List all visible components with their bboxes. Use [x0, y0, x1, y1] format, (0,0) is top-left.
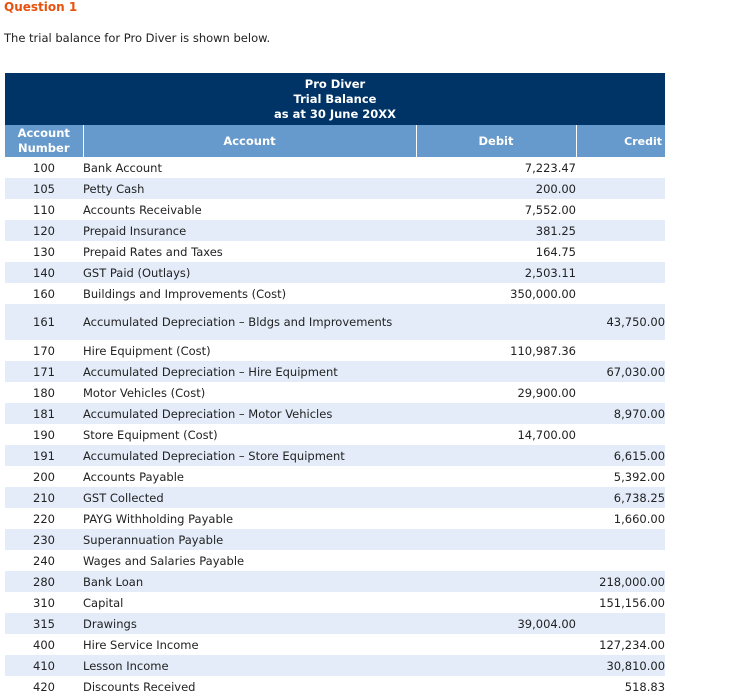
header-credit: Credit [576, 125, 665, 157]
table-row [5, 304, 665, 340]
table-row [5, 424, 665, 445]
account-number-cell: 400 [5, 634, 83, 655]
table-row [5, 466, 665, 487]
account-number-cell: 191 [5, 445, 83, 466]
account-number-cell: 315 [5, 613, 83, 634]
debit-cell [416, 529, 576, 550]
account-number-cell: 171 [5, 361, 83, 382]
credit-cell: 43,750.00 [576, 304, 665, 340]
credit-cell: 5,392.00 [576, 466, 665, 487]
debit-cell: 200.00 [416, 178, 576, 199]
account-name-cell: Accounts Payable [83, 466, 416, 487]
table-row [5, 157, 665, 178]
table-row [5, 550, 665, 571]
account-number-cell: 200 [5, 466, 83, 487]
account-name-cell: Hire Equipment (Cost) [83, 340, 416, 361]
account-name-cell: Drawings [83, 613, 416, 634]
debit-cell: 39,004.00 [416, 613, 576, 634]
account-number-cell: 120 [5, 220, 83, 241]
account-name-cell: Accumulated Depreciation – Hire Equipment [83, 361, 416, 382]
debit-cell [416, 304, 576, 340]
report-name: Trial Balance [293, 91, 377, 106]
credit-cell [576, 529, 665, 550]
debit-cell [416, 466, 576, 487]
debit-cell [416, 571, 576, 592]
account-number-cell: 310 [5, 592, 83, 613]
account-name-cell: Prepaid Insurance [83, 220, 416, 241]
table-row [5, 592, 665, 613]
debit-cell: 2,503.11 [416, 262, 576, 283]
header-account-number [5, 125, 83, 157]
table-row [5, 634, 665, 655]
debit-cell: 14,700.00 [416, 424, 576, 445]
debit-cell: 29,900.00 [416, 382, 576, 403]
account-number-cell: 190 [5, 424, 83, 445]
debit-cell: 7,552.00 [416, 199, 576, 220]
table-row [5, 262, 665, 283]
credit-cell [576, 382, 665, 403]
header-account-number-line1: Account [17, 126, 70, 140]
credit-cell [576, 199, 665, 220]
credit-cell: 6,615.00 [576, 445, 665, 466]
account-number-cell: 210 [5, 487, 83, 508]
header-account: Account [83, 125, 416, 157]
account-name-cell: GST Paid (Outlays) [83, 262, 416, 283]
table-row [5, 340, 665, 361]
table-row [5, 508, 665, 529]
credit-cell: 218,000.00 [576, 571, 665, 592]
table-row [5, 283, 665, 304]
debit-cell: 7,223.47 [416, 157, 576, 178]
question-intro: The trial balance for Pro Diver is shown below. [4, 31, 271, 45]
account-number-cell: 161 [5, 304, 83, 340]
header-account-number-line2: Number [18, 141, 70, 155]
debit-cell [416, 403, 576, 424]
trial-balance-table [5, 73, 665, 697]
report-date: as at 30 June 20XX [273, 106, 397, 121]
credit-cell [576, 340, 665, 361]
debit-cell: 381.25 [416, 220, 576, 241]
table-row [5, 445, 665, 466]
account-number-cell: 280 [5, 571, 83, 592]
account-number-cell: 100 [5, 157, 83, 178]
credit-cell: 67,030.00 [576, 361, 665, 382]
account-name-cell: Accumulated Depreciation – Motor Vehicles [83, 403, 416, 424]
question-title: Question 1 [4, 0, 78, 14]
account-name-cell: Bank Loan [83, 571, 416, 592]
credit-cell [576, 262, 665, 283]
account-name-cell: Buildings and Improvements (Cost) [83, 283, 416, 304]
table-body [5, 157, 665, 697]
account-name-cell: Lesson Income [83, 655, 416, 676]
credit-cell: 30,810.00 [576, 655, 665, 676]
company-name: Pro Diver [304, 76, 366, 91]
account-number-cell: 181 [5, 403, 83, 424]
account-name-cell: Hire Service Income [83, 634, 416, 655]
table-row [5, 178, 665, 199]
debit-cell [416, 655, 576, 676]
debit-cell [416, 550, 576, 571]
debit-cell [416, 445, 576, 466]
account-name-cell: Discounts Received [83, 676, 416, 697]
table-title-row [5, 73, 665, 125]
credit-cell [576, 283, 665, 304]
table-row [5, 220, 665, 241]
table-row [5, 676, 665, 697]
debit-cell [416, 592, 576, 613]
account-number-cell: 110 [5, 199, 83, 220]
table-row [5, 361, 665, 382]
account-name-cell: Accounts Receivable [83, 199, 416, 220]
account-number-cell: 410 [5, 655, 83, 676]
table-row [5, 487, 665, 508]
credit-cell [576, 157, 665, 178]
credit-cell [576, 241, 665, 262]
account-name-cell: Prepaid Rates and Taxes [83, 241, 416, 262]
credit-cell [576, 613, 665, 634]
debit-cell: 350,000.00 [416, 283, 576, 304]
credit-cell: 518.83 [576, 676, 665, 697]
account-number-cell: 220 [5, 508, 83, 529]
credit-cell: 127,234.00 [576, 634, 665, 655]
account-number-cell: 170 [5, 340, 83, 361]
credit-cell [576, 424, 665, 445]
credit-cell: 6,738.25 [576, 487, 665, 508]
credit-cell [576, 178, 665, 199]
table-row [5, 382, 665, 403]
account-number-cell: 130 [5, 241, 83, 262]
debit-cell [416, 361, 576, 382]
header-debit: Debit [416, 125, 576, 157]
debit-cell: 110,987.36 [416, 340, 576, 361]
account-number-cell: 105 [5, 178, 83, 199]
table-row [5, 655, 665, 676]
table-title [5, 73, 665, 125]
debit-cell [416, 508, 576, 529]
table-row [5, 199, 665, 220]
account-name-cell: Store Equipment (Cost) [83, 424, 416, 445]
debit-cell [416, 487, 576, 508]
account-name-cell: Motor Vehicles (Cost) [83, 382, 416, 403]
account-name-cell: Wages and Salaries Payable [83, 550, 416, 571]
account-name-cell: Bank Account [83, 157, 416, 178]
account-number-cell: 180 [5, 382, 83, 403]
credit-cell: 1,660.00 [576, 508, 665, 529]
debit-cell: 164.75 [416, 241, 576, 262]
account-number-cell: 230 [5, 529, 83, 550]
account-name-cell: Accumulated Depreciation – Bldgs and Improvements [83, 304, 416, 340]
table-row [5, 613, 665, 634]
account-name-cell: Capital [83, 592, 416, 613]
table-row [5, 571, 665, 592]
column-header-row [5, 125, 665, 157]
table-row [5, 529, 665, 550]
account-name-cell: PAYG Withholding Payable [83, 508, 416, 529]
account-name-cell: Accumulated Depreciation – Store Equipment [83, 445, 416, 466]
account-name-cell: GST Collected [83, 487, 416, 508]
account-number-cell: 160 [5, 283, 83, 304]
table-row [5, 241, 665, 262]
credit-cell [576, 220, 665, 241]
debit-cell [416, 676, 576, 697]
debit-cell [416, 634, 576, 655]
account-number-cell: 240 [5, 550, 83, 571]
credit-cell: 151,156.00 [576, 592, 665, 613]
credit-cell [576, 550, 665, 571]
account-name-cell: Superannuation Payable [83, 529, 416, 550]
account-number-cell: 140 [5, 262, 83, 283]
account-number-cell: 420 [5, 676, 83, 697]
table-row [5, 403, 665, 424]
credit-cell: 8,970.00 [576, 403, 665, 424]
account-name-cell: Petty Cash [83, 178, 416, 199]
